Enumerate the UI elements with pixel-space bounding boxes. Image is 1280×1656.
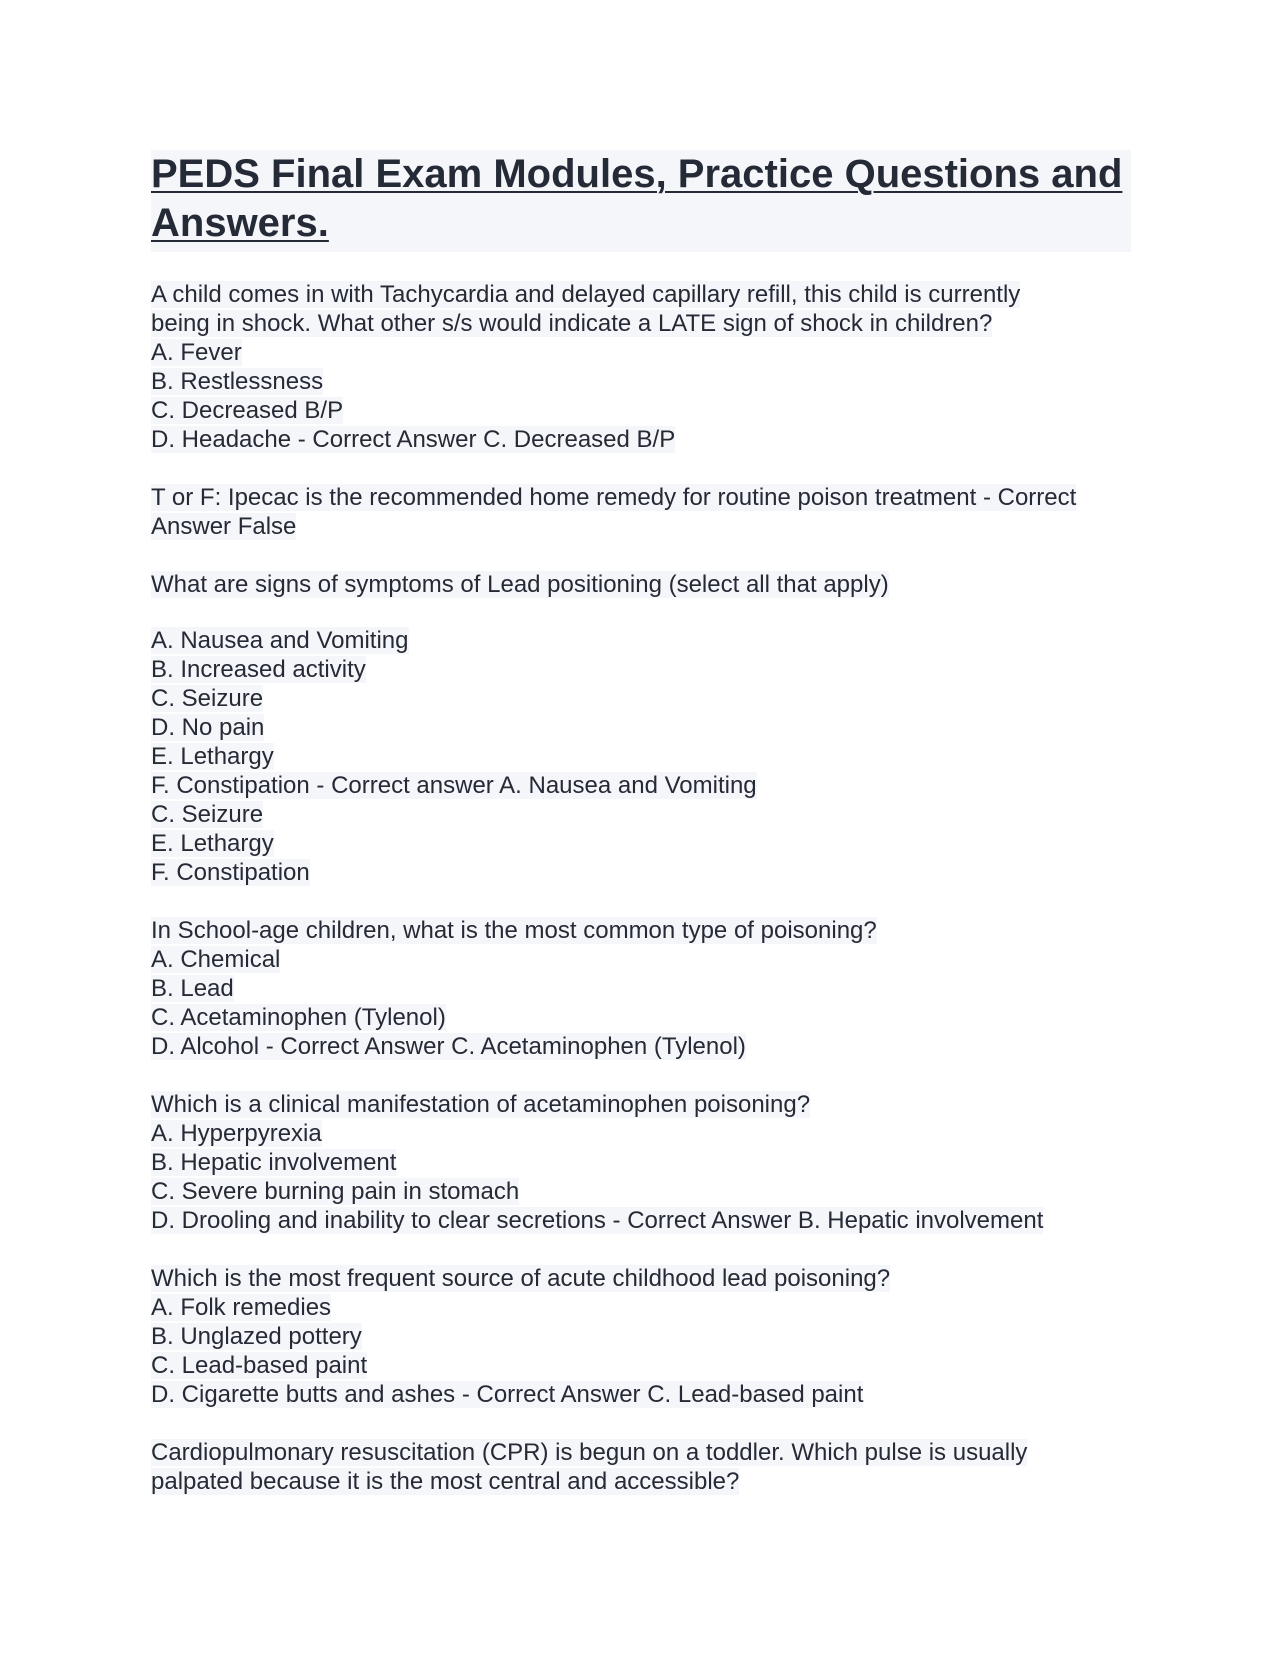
line-text: C. Decreased B/P: [151, 397, 344, 424]
question-block: [151, 280, 1131, 454]
answer-line: [151, 829, 1131, 858]
line-text: D. Alcohol - Correct Answer C. Acetaminophen (Tylenol): [151, 1033, 746, 1060]
question-text: [151, 1090, 1131, 1119]
answer-line: [151, 309, 1131, 338]
answer-line: [151, 1293, 1131, 1322]
question-text: [151, 1264, 1131, 1293]
line-text: C. Severe burning pain in stomach: [151, 1178, 520, 1205]
line-text: E. Lethargy: [151, 830, 274, 857]
answer-line: [151, 338, 1131, 367]
question-block: [151, 483, 1131, 541]
question-text: [151, 1438, 1131, 1467]
answer-line: [151, 396, 1131, 425]
question-block: [151, 570, 1131, 887]
line-text: D. Drooling and inability to clear secretions - Correct Answer B. Hepatic involvement: [151, 1207, 1044, 1234]
line-text: D. Cigarette butts and ashes - Correct Answer C. Lead-based paint: [151, 1381, 864, 1408]
question-text: [151, 280, 1131, 309]
answer-line: [151, 1467, 1131, 1496]
line-text: A. Nausea and Vomiting: [151, 627, 409, 654]
question-block: [151, 1438, 1131, 1496]
answer-line: [151, 713, 1131, 742]
line-text: What are signs of symptoms of Lead positioning (select all that apply): [151, 571, 889, 598]
answer-line: [151, 1148, 1131, 1177]
line-text: palpated because it is the most central and accessible?: [151, 1468, 740, 1495]
line-text: B. Lead: [151, 975, 234, 1002]
answer-line: [151, 655, 1131, 684]
line-text: B. Unglazed pottery: [151, 1323, 362, 1350]
document-page: [151, 150, 1131, 1525]
question-block: [151, 1264, 1131, 1409]
answer-line: [151, 1351, 1131, 1380]
line-text: C. Lead-based paint: [151, 1352, 368, 1379]
answer-line: [151, 1032, 1131, 1061]
answer-line: [151, 974, 1131, 1003]
line-text: D. Headache - Correct Answer C. Decreased B/P: [151, 426, 676, 453]
question-block: [151, 916, 1131, 1061]
answer-line: [151, 1380, 1131, 1409]
answer-line: [151, 626, 1131, 655]
line-text: A child comes in with Tachycardia and delayed capillary refill, this child is currently: [151, 281, 1021, 308]
line-text: D. No pain: [151, 714, 265, 741]
answer-line: [151, 1322, 1131, 1351]
line-text: F. Constipation: [151, 859, 310, 886]
line-text: A. Chemical: [151, 946, 281, 973]
question-list: [151, 280, 1131, 1496]
question-text: [151, 916, 1131, 945]
answer-line: [151, 1003, 1131, 1032]
line-text: Cardiopulmonary resuscitation (CPR) is begun on a toddler. Which pulse is usually: [151, 1439, 1028, 1466]
answer-line: [151, 512, 1131, 541]
line-text: A. Fever: [151, 339, 242, 366]
line-text: T or F: Ipecac is the recommended home remedy for routine poison treatment - Correct: [151, 484, 1077, 511]
line-text: C. Seizure: [151, 685, 264, 712]
answer-line: [151, 1177, 1131, 1206]
line-text: being in shock. What other s/s would indicate a LATE sign of shock in children?: [151, 310, 993, 337]
line-text: Which is a clinical manifestation of acetaminophen poisoning?: [151, 1091, 811, 1118]
answer-line: [151, 771, 1131, 800]
line-text: A. Folk remedies: [151, 1294, 332, 1321]
answer-line: [151, 800, 1131, 829]
line-text: A. Hyperpyrexia: [151, 1120, 322, 1147]
question-text: [151, 570, 1131, 599]
answer-line: [151, 858, 1131, 887]
blank-line: [151, 599, 1131, 626]
line-text: Answer False: [151, 513, 297, 540]
answer-line: [151, 425, 1131, 454]
answer-line: [151, 684, 1131, 713]
line-text: F. Constipation - Correct answer A. Nausea and Vomiting: [151, 772, 757, 799]
line-text: C. Seizure: [151, 801, 264, 828]
document-title: PEDS Final Exam Modules, Practice Questions and Answers.: [151, 150, 1131, 252]
line-text: B. Hepatic involvement: [151, 1149, 397, 1176]
line-text: C. Acetaminophen (Tylenol): [151, 1004, 446, 1031]
answer-line: [151, 945, 1131, 974]
answer-line: [151, 1206, 1131, 1235]
answer-line: [151, 1119, 1131, 1148]
question-text: [151, 483, 1131, 512]
line-text: B. Increased activity: [151, 656, 366, 683]
line-text: Which is the most frequent source of acute childhood lead poisoning?: [151, 1265, 891, 1292]
answer-line: [151, 742, 1131, 771]
question-block: [151, 1090, 1131, 1235]
line-text: B. Restlessness: [151, 368, 324, 395]
line-text: E. Lethargy: [151, 743, 274, 770]
line-text: In School-age children, what is the most common type of poisoning?: [151, 917, 877, 944]
answer-line: [151, 367, 1131, 396]
